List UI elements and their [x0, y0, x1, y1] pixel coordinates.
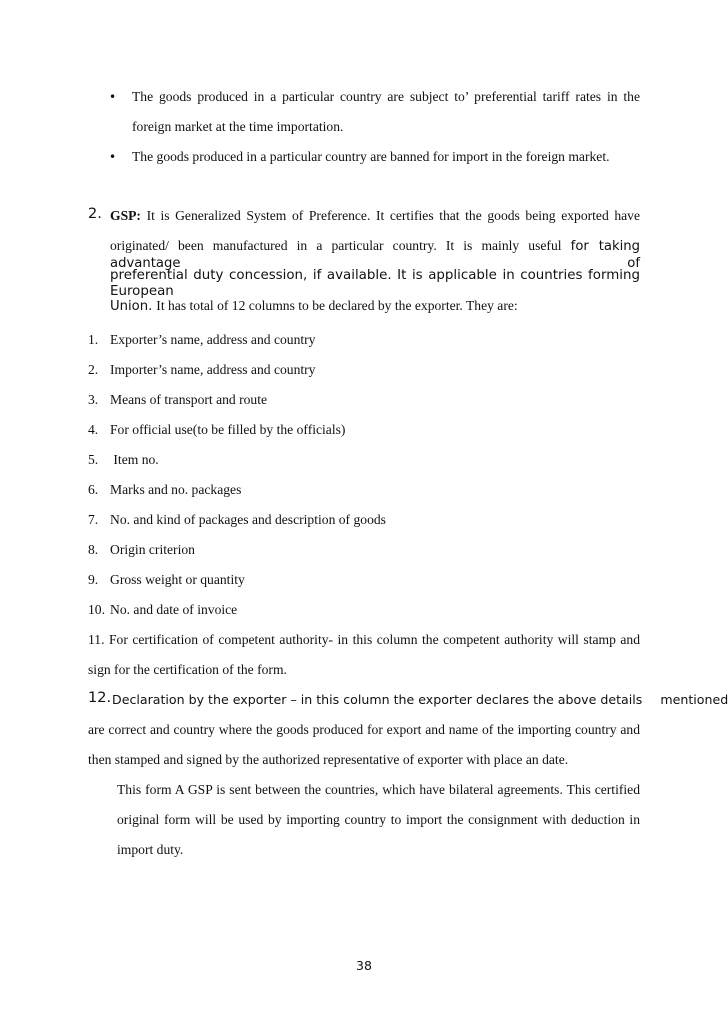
gsp-line-4-b: It has total of 12 columns to be declared by the exporter. They are: [156, 298, 518, 313]
bullet-1-line-2: foreign market at the time importation. [132, 119, 344, 134]
column-number: 9. [88, 572, 99, 587]
gsp-line-3 [110, 268, 640, 300]
gsp-line-2-a: originated/ been manufactured in a particular country. It is mainly useful [110, 238, 562, 253]
column-number: 10. [88, 602, 105, 617]
item-12-line-1-b: mentioned [660, 692, 728, 707]
column-text: Origin criterion [110, 542, 195, 557]
item-12-line-1 [112, 692, 728, 708]
item-12-line-1-a: Declaration by the exporter – in this column the exporter declares the above details [112, 692, 643, 707]
column-text: For official use(to be filled by the officials) [110, 422, 346, 437]
column-number: 2. [88, 362, 99, 377]
bullet-dot: • [109, 150, 117, 164]
item-12-line-2-b: of the importing country and [481, 722, 641, 737]
page-number: 38 [356, 958, 372, 973]
item-11-line-2: sign for the certification of the form. [88, 662, 287, 677]
column-text: Importer’s name, address and country [110, 362, 316, 377]
bullet-dot: • [109, 90, 117, 104]
gsp-line-2-b: for taking advantage of [110, 239, 640, 271]
column-number: 8. [88, 542, 99, 557]
column-text: Means of transport and route [110, 392, 268, 407]
gsp-line-1-text: It is Generalized System of Preference. It certifies that the goods being exported have [146, 208, 640, 223]
column-text: Marks and no. packages [110, 482, 242, 497]
item-12-line-2 [88, 722, 640, 738]
column-number: 6. [88, 482, 99, 497]
column-text: No. and date of invoice [110, 602, 238, 617]
closing-line-1: This form A GSP is sent between the countries, which have bilateral agreements. This certified [117, 782, 640, 797]
closing-line-3: import duty. [117, 842, 184, 857]
item-12-line-2-a: are correct and country where the goods produced for export and name [88, 722, 479, 737]
gsp-line-3-a: preferential duty concession, if available. [110, 268, 392, 283]
closing-line-2: original form will be used by importing country to import the consignment with deduction in [117, 812, 640, 827]
item-12-line-3: then stamped and signed by the authorized representative of exporter with place an date. [88, 752, 569, 767]
column-number: 5. [88, 452, 99, 467]
gsp-line-4-a: Union. [110, 299, 153, 314]
item-12-number: 12. [88, 690, 112, 706]
gsp-line-1 [110, 208, 640, 224]
column-number: 1. [88, 332, 99, 347]
gsp-line-3-b: It is applicable in countries forming European [110, 268, 640, 299]
column-text: Exporter’s name, address and country [110, 332, 316, 347]
gsp-number: 2. [88, 206, 102, 222]
gsp-line-2 [110, 238, 640, 272]
column-text: Item no. [110, 452, 159, 467]
gsp-line-4 [110, 298, 518, 315]
bullet-2-line-1: The goods produced in a particular country are banned for import in the foreign market. [132, 149, 610, 164]
column-text: No. and kind of packages and description of goods [110, 512, 386, 527]
column-number: 7. [88, 512, 99, 527]
column-number: 3. [88, 392, 99, 407]
column-text: Gross weight or quantity [110, 572, 245, 587]
item-11-line-1: 11. For certification of competent authority- in this column the competent authority will stamp and [88, 632, 640, 647]
gsp-label: GSP: [110, 208, 141, 223]
bullet-1-line-1: The goods produced in a particular country are subject to’ preferential tariff rates in the [132, 89, 640, 104]
column-number: 4. [88, 422, 99, 437]
